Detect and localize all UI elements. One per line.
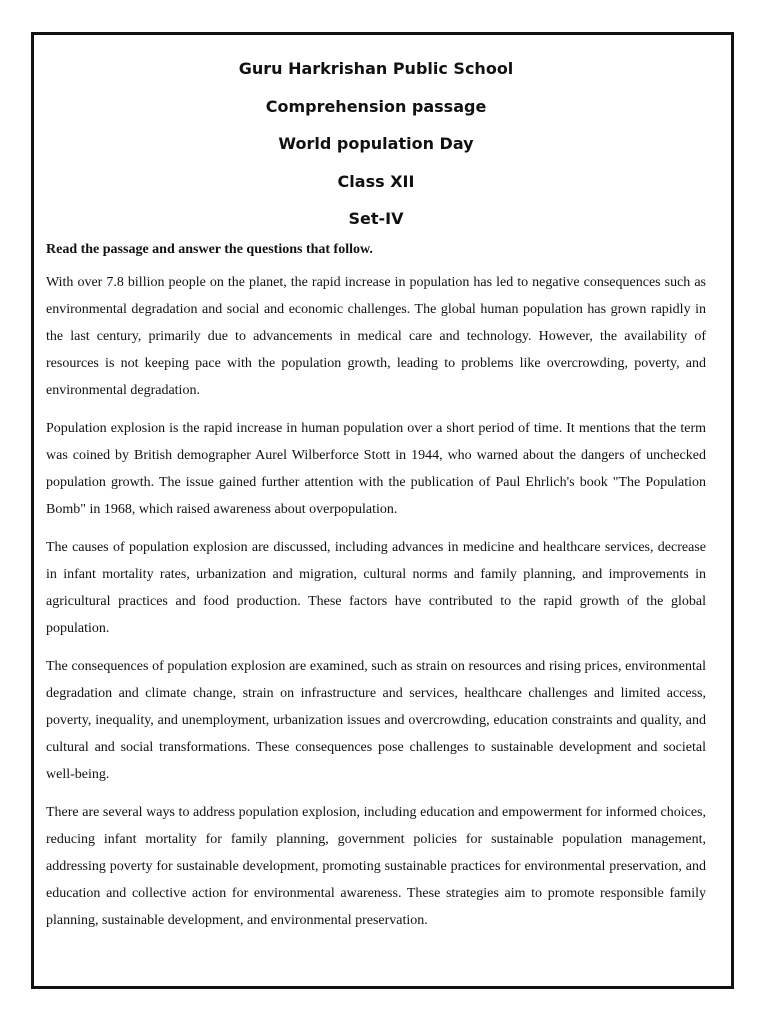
document-type: Comprehension passage — [265, 96, 487, 116]
document-topic: World population Day — [278, 134, 474, 154]
document-body — [46, 50, 706, 934]
set-label: Set-IV — [348, 209, 404, 229]
paragraph-1: With over 7.8 billion people on the planet, the rapid increase in population has led to negative consequences such as environmental degradation and social and economic challenges. The global human population has grown rapidly in the last century, primarily due to advancements in medical care and technology. However, the availability of resources is not keeping pace with the population growth, leading to problems like overcrowding, poverty, and environmental degradation. — [46, 274, 706, 398]
paragraph-2: Population explosion is the rapid increase in human population over a short period of time. It mentions that the term was coined by British demographer Aurel Wilberforce Stott in 1944, who warned about the dangers of unchecked population growth. The issue gained further attention with the publication of Paul Ehrlich's book "The Population Bomb" in 1968, which raised awareness about overpopulation. — [46, 420, 706, 517]
class-label: Class XII — [337, 171, 415, 191]
paragraph-4: The consequences of population explosion are examined, such as strain on resources and rising prices, environmental degradation and climate change, strain on infrastructure and services, healthcare challenges and limited access, poverty, inequality, and unemployment, urbanization issues and overcrowding, education constraints and quality, and cultural and social transformations. These consequences pose challenges to sustainable development and societal well-being. — [46, 658, 706, 782]
paragraph-3: The causes of population explosion are discussed, including advances in medicine and healthcare services, decrease in infant mortality rates, urbanization and migration, cultural norms and family planning, and improvements in agricultural practices and food production. These factors have contributed to the rapid growth of the global population. — [46, 539, 706, 636]
instruction-text: Read the passage and answer the questions that follow. — [46, 241, 373, 257]
school-name: Guru Harkrishan Public School — [238, 59, 514, 78]
document-header — [46, 50, 706, 238]
paragraph-5: There are several ways to address population explosion, including education and empowerment for informed choices, reducing infant mortality for family planning, government policies for sustainable population management, addressing poverty for sustainable development, promoting sustainable practices for environmental preservation, and education and collective action for environmental awareness. These strategies aim to promote responsible family planning, sustainable development, and environmental preservation. — [46, 804, 706, 928]
